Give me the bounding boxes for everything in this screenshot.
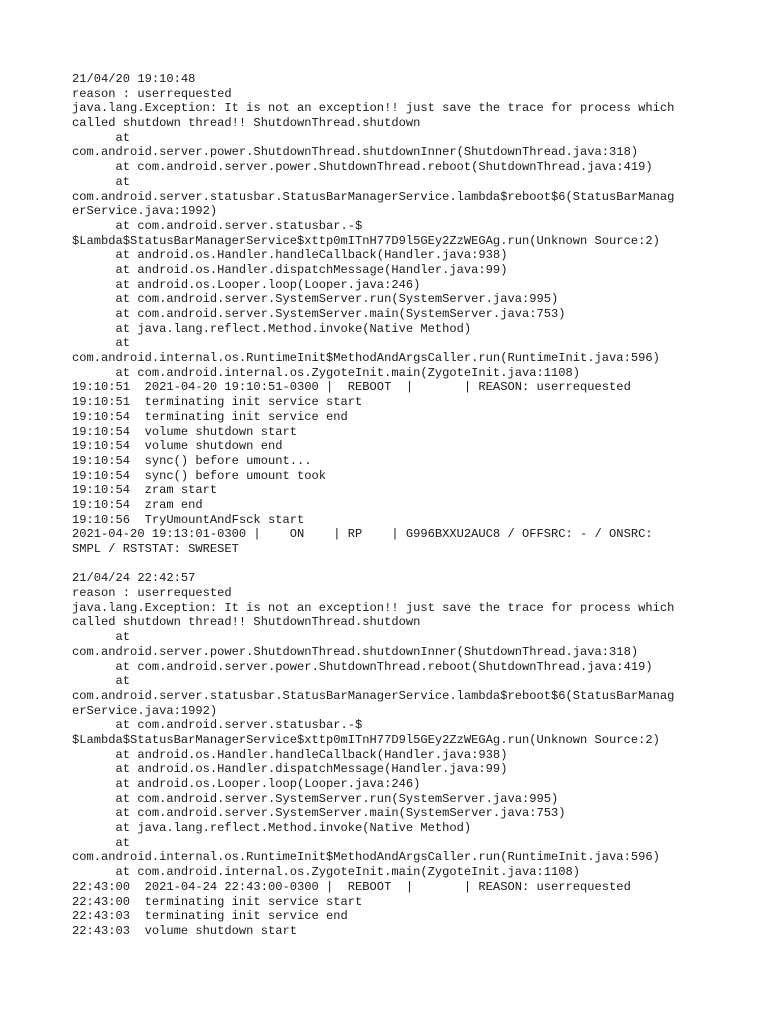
log-line: at android.os.Handler.dispatchMessage(Handler.java:99) [72,262,508,277]
log-line: reason : userrequested [72,86,232,101]
log-line: $Lambda$StatusBarManagerService$xttp0mITnH77D9l5GEy2ZzWEGAg.run(Unknown Source:2) [72,233,660,248]
log-line: at android.os.Handler.handleCallback(Handler.java:938) [72,747,508,762]
log-line: at [72,835,131,850]
log-line: 21/04/24 22:42:57 [72,571,196,586]
log-line: 19:10:54 sync() before umount... [72,453,312,468]
log-line: at java.lang.reflect.Method.invoke(Native Method) [72,321,472,336]
log-line: at com.android.server.statusbar.-$ [72,718,363,733]
log-line: at com.android.internal.os.ZygoteInit.main(ZygoteInit.java:1108) [72,865,581,880]
log-line: 22:43:00 terminating init service start [72,894,363,909]
log-line: com.android.internal.os.RuntimeInit$MethodAndArgsCaller.run(RuntimeInit.java:596) [72,351,660,366]
log-line: at [72,336,131,351]
log-line: 22:43:00 2021-04-24 22:43:00-0300 | REBOOT | | REASON: userrequested [72,879,631,894]
log-line: com.android.server.power.ShutdownThread.shutdownInner(ShutdownThread.java:318) [72,644,639,659]
log-line: at com.android.server.power.ShutdownThread.reboot(ShutdownThread.java:419) [72,659,653,674]
log-line: 19:10:54 terminating init service end [72,409,348,424]
log-line: 19:10:54 volume shutdown end [72,439,283,454]
log-line: $Lambda$StatusBarManagerService$xttp0mITnH77D9l5GEy2ZzWEGAg.run(Unknown Source:2) [72,732,660,747]
log-line: 19:10:51 terminating init service start [72,395,363,410]
log-line: 19:10:51 2021-04-20 19:10:51-0300 | REBOOT | | REASON: userrequested [72,380,631,395]
log-line: at android.os.Looper.loop(Looper.java:246) [72,777,421,791]
log-line: 19:10:54 volume shutdown start [72,424,297,439]
log-line: at android.os.Looper.loop(Looper.java:246) [72,277,421,292]
log-line: com.android.server.statusbar.StatusBarManagerService.lambda$reboot$6(StatusBarManag [72,688,675,703]
log-line: at [72,630,131,645]
log-line: at [72,674,131,689]
log-line: 19:10:56 TryUmountAndFsck start [72,512,305,527]
log-line: com.android.server.statusbar.StatusBarManagerService.lambda$reboot$6(StatusBarManag [72,189,675,204]
log-line: SMPL / RSTSTAT: SWRESET [72,542,239,556]
log-line: 19:10:54 zram end [72,497,203,512]
log-line: 19:10:54 sync() before umount took [72,468,327,483]
log-line: reason : userrequested [72,586,232,601]
log-line: at android.os.Handler.dispatchMessage(Handler.java:99) [72,762,508,777]
log-line: 2021-04-20 19:13:01-0300 | ON | RP | G996BXXU2AUC8 / OFFSRC: - / ONSRC: [72,527,653,542]
log-line: at [72,174,131,189]
log-line: called shutdown thread!! ShutdownThread.shutdown [72,615,421,630]
log-line: at com.android.server.SystemServer.run(SystemServer.java:995) [72,791,559,806]
log-line: at java.lang.reflect.Method.invoke(Native Method) [72,821,472,836]
log-line: at [72,130,131,145]
log-line: at android.os.Handler.handleCallback(Handler.java:938) [72,248,508,263]
log-line: java.lang.Exception: It is not an exception!! just save the trace for process which [72,101,675,116]
log-line: erService.java:1992) [72,204,218,219]
log-line: at com.android.server.power.ShutdownThread.reboot(ShutdownThread.java:419) [72,160,653,175]
log-line: at com.android.server.SystemServer.main(SystemServer.java:753) [72,806,566,821]
log-line: erService.java:1992) [72,703,218,718]
log-line: 22:43:03 terminating init service end [72,909,348,924]
log-line: com.android.server.power.ShutdownThread.shutdownInner(ShutdownThread.java:318) [72,145,639,160]
log-line: java.lang.Exception: It is not an exception!! just save the trace for process which [72,600,675,615]
log-line: at com.android.server.SystemServer.run(SystemServer.java:995) [72,292,559,307]
log-line: 21/04/20 19:10:48 [72,72,196,86]
log-document [72,72,702,939]
log-line: at com.android.server.statusbar.-$ [72,218,363,233]
log-line: at com.android.server.SystemServer.main(SystemServer.java:753) [72,307,566,321]
log-line: called shutdown thread!! ShutdownThread.shutdown [72,116,421,131]
log-line: 22:43:03 volume shutdown start [72,923,297,938]
log-line: com.android.internal.os.RuntimeInit$MethodAndArgsCaller.run(RuntimeInit.java:596) [72,850,660,865]
log-line: 19:10:54 zram start [72,483,218,498]
log-line: at com.android.internal.os.ZygoteInit.main(ZygoteInit.java:1108) [72,365,581,380]
log-line [72,557,702,572]
